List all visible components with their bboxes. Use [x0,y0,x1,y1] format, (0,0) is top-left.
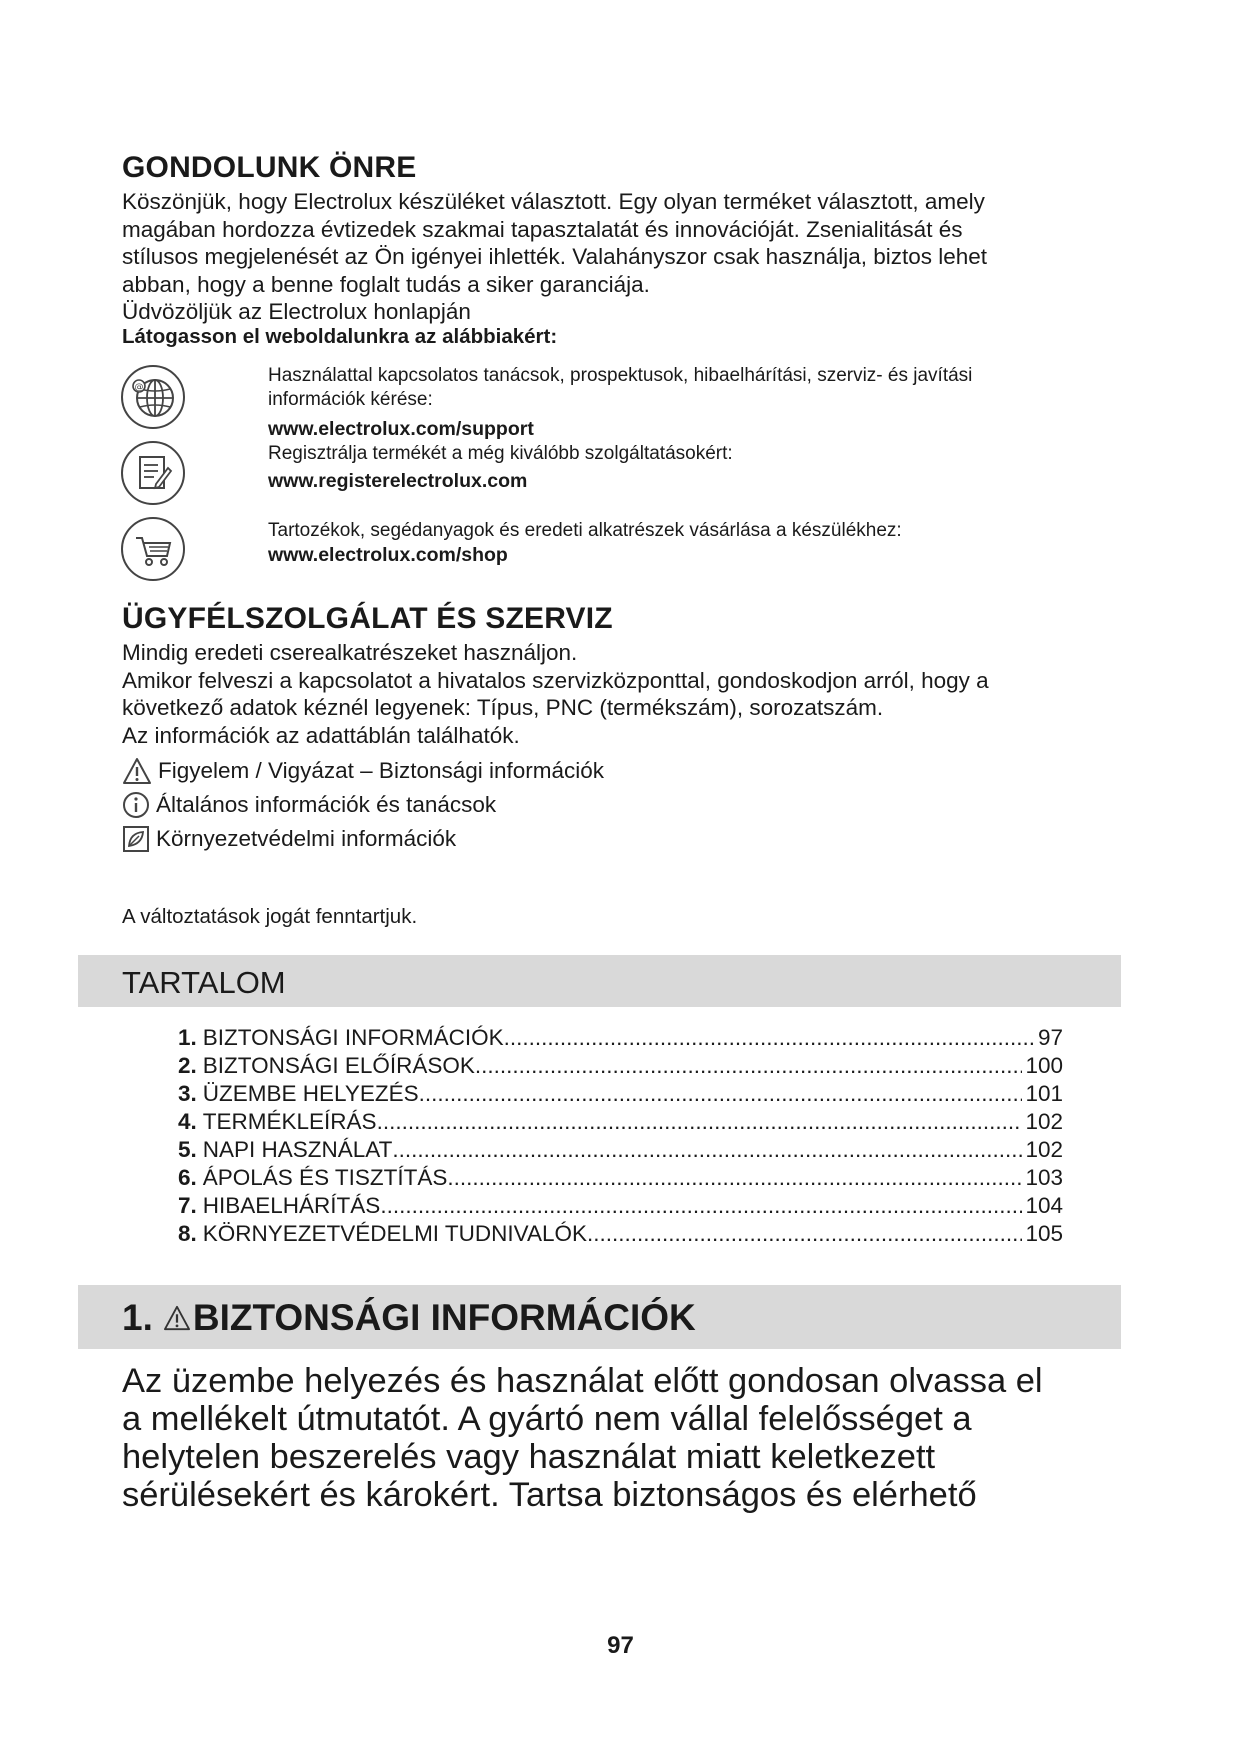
toc-item-number: 4. [178,1109,197,1134]
toc-item-page: 104 [1025,1193,1063,1218]
change-notice: A változtatások jogát fenntartjuk. [122,905,418,928]
support-link[interactable]: www.electrolux.com/support [268,418,534,440]
section1-header-band [78,1285,1121,1349]
toc-leader-dots [447,1164,1022,1192]
legend-info-label: Általános információk és tanácsok [156,792,497,817]
toc-item[interactable] [178,1164,1063,1192]
toc-item-page: 101 [1025,1081,1063,1106]
section1-line: a mellékelt útmutatót. A gyártó nem vállal felelősséget a [122,1400,972,1438]
toc-leader-dots [419,1080,1023,1108]
toc-item-number: 2. [178,1053,197,1078]
section1-line: sérülésekért és károkért. Tartsa biztonságos és elérhető [122,1476,977,1514]
toc-item-number: 6. [178,1165,197,1190]
environment-leaf-icon [122,825,150,853]
legend-warning-label: Figyelem / Vigyázat – Biztonsági információk [158,758,605,783]
legend-info [122,790,496,820]
toc-item-page: 97 [1037,1025,1063,1050]
info-icon [122,791,150,819]
section1-line: helytelen beszerelés vagy használat miatt keletkezett [122,1438,936,1476]
toc-item-title: ÁPOLÁS ÉS TISZTÍTÁS [202,1165,448,1190]
toc-item[interactable] [178,1024,1063,1052]
toc-item-page: 102 [1025,1109,1063,1134]
toc-item-number: 1. [178,1025,197,1050]
support-description-line: információk kérése: [268,389,433,410]
visit-heading: Látogasson el weboldalunkra az alábbiakért: [122,325,558,348]
support-description [268,364,972,412]
toc-heading: TARTALOM [122,965,286,1000]
toc-item-number: 3. [178,1081,197,1106]
toc-item[interactable] [178,1192,1063,1220]
toc-item-page: 102 [1025,1137,1063,1162]
legend-warning [122,756,604,786]
section1-line: Az üzembe helyezés és használat előtt gondosan olvassa el [122,1362,1043,1400]
toc-leader-dots [504,1024,1035,1052]
shop-link[interactable]: www.electrolux.com/shop [268,544,508,566]
toc-item[interactable] [178,1108,1063,1136]
intro-line: abban, hogy a benne foglalt tudás a siker garanciája. [122,271,650,297]
toc-leader-dots [377,1108,1023,1136]
intro-line: Üdvözöljük az Electrolux honlapján [122,299,471,324]
legend-environment [122,824,456,854]
toc-item-page: 103 [1025,1165,1063,1190]
section1-title: BIZTONSÁGI INFORMÁCIÓK [192,1297,696,1338]
toc-item-title: HIBAELHÁRÍTÁS [202,1193,381,1218]
toc-item-number: 5. [178,1137,197,1162]
toc-leader-dots [587,1220,1022,1248]
shopping-cart-icon [120,516,186,582]
toc-item-title: BIZTONSÁGI INFORMÁCIÓK [202,1025,504,1050]
intro-line: Köszönjük, hogy Electrolux készüléket választott. Egy olyan terméket választott, amely [122,189,985,214]
warning-icon [163,1305,191,1331]
warning-icon [122,757,152,785]
toc-item[interactable] [178,1136,1063,1164]
register-form-icon [120,440,186,506]
globe-icon [120,364,186,430]
intro-line: magában hordozza évtizedek szakmai tapasztalatát és innovációját. Zsenialitását és [122,216,963,242]
svg-text:@: @ [134,382,144,393]
section1-heading [122,1297,696,1339]
toc-item[interactable] [178,1080,1063,1108]
register-link[interactable]: www.registerelectrolux.com [268,470,528,492]
toc-header-band [78,955,1121,1007]
support-description-line: Használattal kapcsolatos tanácsok, prospektusok, hibaelhárítási, szerviz- és javítási [268,365,973,386]
toc-item-number: 8. [178,1221,197,1246]
toc-item-title: TERMÉKLEÍRÁS [202,1109,377,1134]
toc-item-title: ÜZEMBE HELYEZÉS [202,1081,419,1106]
toc-leader-dots [392,1136,1022,1164]
toc-item-title: KÖRNYEZETVÉDELMI TUDNIVALÓK [202,1221,588,1246]
service-line: következő adatok kéznél legyenek: Típus, PNC (termékszám), sorozatszám. [122,695,884,720]
page-number: 97 [607,1632,634,1659]
section1-number: 1. [122,1297,153,1338]
shop-description: Tartozékok, segédanyagok és eredeti alkatrészek vásárlása a készülékhez: [268,520,902,541]
toc-item-page: 105 [1025,1221,1063,1246]
toc-item-title: NAPI HASZNÁLAT [202,1137,393,1162]
toc-item[interactable] [178,1220,1063,1248]
legend-environment-label: Környezetvédelmi információk [156,826,457,851]
service-paragraph [122,639,989,749]
toc-leader-dots [380,1192,1022,1220]
register-description: Regisztrálja termékét a még kiválóbb szolgáltatásokért: [268,443,733,464]
toc-item-number: 7. [178,1193,197,1218]
service-line: Amikor felveszi a kapcsolatot a hivatalos szervizközponttal, gondoskodjon arról, hogy a [122,667,989,693]
intro-line: stílusos megjelenését az Ön igényei ihlették. Valahányszor csak használja, biztos lehet [122,244,988,269]
section1-paragraph [122,1362,1043,1514]
intro-paragraph [122,188,987,326]
service-line: Mindig eredeti cserealkatrészeket használjon. [122,640,578,665]
service-heading: ÜGYFÉLSZOLGÁLAT ÉS SZERVIZ [122,602,613,635]
toc-leader-dots [475,1052,1023,1080]
intro-heading: GONDOLUNK ÖNRE [122,151,417,184]
toc-item-page: 100 [1025,1053,1063,1078]
service-line: Az információk az adattáblán találhatók. [122,722,520,748]
toc-item-title: BIZTONSÁGI ELŐÍRÁSOK [202,1053,475,1078]
toc-item[interactable] [178,1052,1063,1080]
